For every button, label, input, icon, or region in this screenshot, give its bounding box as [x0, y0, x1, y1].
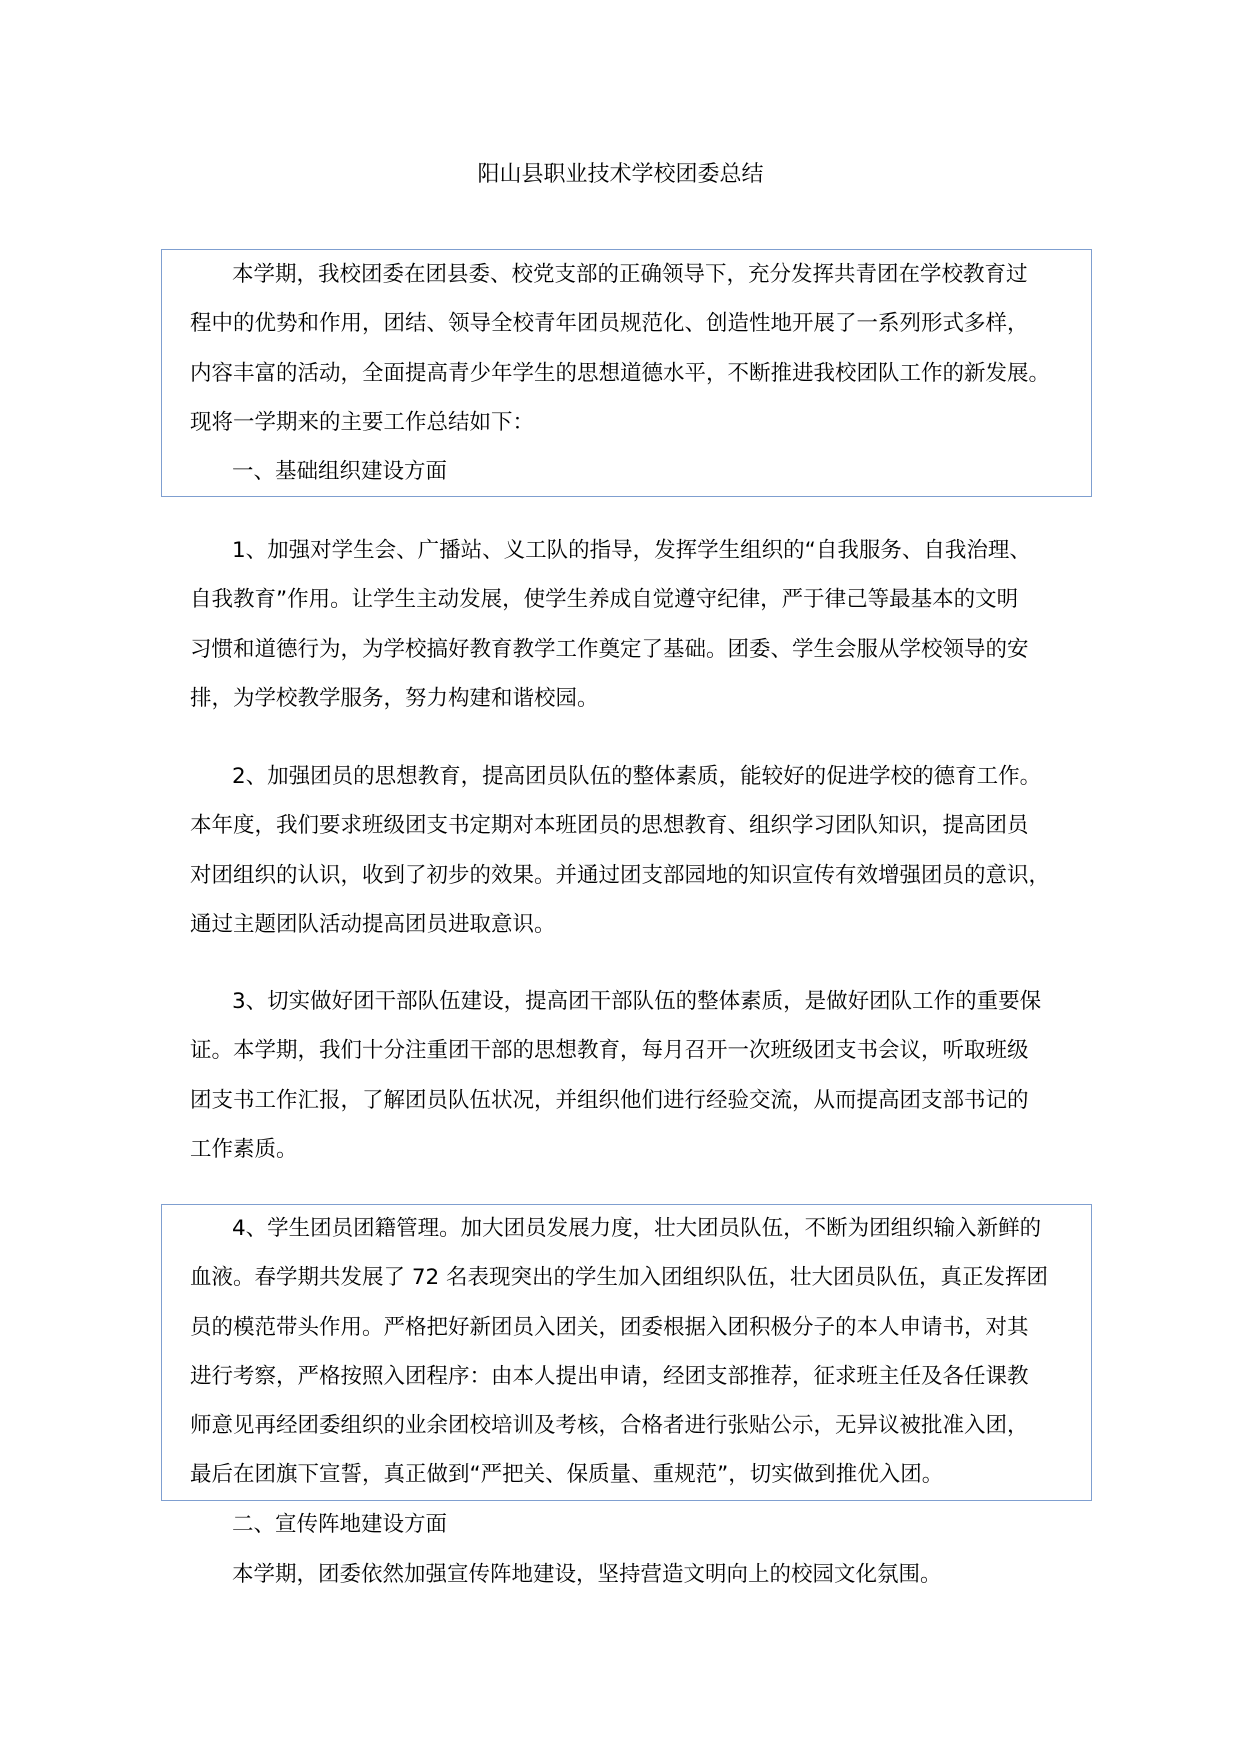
text-line: 团支书工作汇报，了解团员队伍状况，并组织他们进行经验交流，从而提高团支部书记的	[190, 1087, 1029, 1113]
paragraph-intro	[190, 250, 1070, 496]
text-line: 一、基础组织建设方面	[232, 459, 448, 485]
text-line: 对团组织的认识，收到了初步的效果。并通过团支部园地的知识宣传有效增强团员的意识，	[190, 862, 1051, 888]
paragraph-section-2-body	[190, 1550, 1070, 1599]
text-line: 血液。春学期共发展了 72 名表现突出的学生加入团组织队伍，壮大团员队伍，真正发挥团	[190, 1265, 1049, 1291]
text-line: 工作素质。	[190, 1136, 298, 1162]
document-title: 阳山县职业技术学校团委总结	[477, 162, 764, 187]
text-line: 证。本学期，我们十分注重团干部的思想教育，每月召开一次班级团支书会议，听取班级	[190, 1038, 1029, 1064]
text-line: 4、学生团员团籍管理。加大团员发展力度，壮大团员队伍，不断为团组织输入新鲜的	[232, 1216, 1042, 1241]
paragraph-item-1	[190, 526, 1070, 723]
text-line: 进行考察，严格按照入团程序：由本人提出申请，经团支部推荐，征求班主任及各任课教	[190, 1363, 1029, 1389]
text-line: 内容丰富的活动，全面提高青少年学生的思想道德水平，不断推进我校团队工作的新发展。	[190, 360, 1051, 386]
text-line: 排，为学校教学服务，努力构建和谐校园。	[190, 685, 599, 711]
text-line: 通过主题团队活动提高团员进取意识。	[190, 911, 556, 937]
paragraph-section-2	[190, 1500, 1070, 1549]
text-line: 现将一学期来的主要工作总结如下：	[190, 409, 535, 435]
paragraph-item-2	[190, 752, 1070, 949]
text-line: 习惯和道德行为，为学校搞好教育教学工作奠定了基础。团委、学生会服从学校领导的安	[190, 636, 1029, 662]
paragraph-item-4	[190, 1204, 1070, 1500]
text-line: 本年度，我们要求班级团支书定期对本班团员的思想教育、组织学习团队知识，提高团员	[190, 813, 1029, 839]
text-line: 自我教育”作用。让学生主动发展，使学生养成自觉遵守纪律，严于律己等最基本的文明	[190, 587, 1019, 613]
text-line: 本学期，团委依然加强宣传阵地建设，坚持营造文明向上的校园文化氛围。	[232, 1562, 942, 1587]
text-line: 二、宣传阵地建设方面	[232, 1512, 448, 1537]
text-line: 1、加强对学生会、广播站、义工队的指导，发挥学生组织的“自我服务、自我治理、	[232, 538, 1031, 563]
text-line: 最后在团旗下宣誓，真正做到“严把关、保质量、重规范”，切实做到推优入团。	[190, 1462, 944, 1488]
text-line: 3、切实做好团干部队伍建设，提高团干部队伍的整体素质，是做好团队工作的重要保	[232, 989, 1042, 1014]
text-line: 师意见再经团委组织的业余团校培训及考核，合格者进行张贴公示，无异议被批准入团，	[190, 1413, 1029, 1439]
text-line: 2、加强团员的思想教育，提高团员队伍的整体素质，能较好的促进学校的德育工作。	[232, 764, 1042, 789]
text-line: 员的模范带头作用。严格把好新团员入团关，团委根据入团积极分子的本人申请书，对其	[190, 1314, 1029, 1340]
text-line: 本学期，我校团委在团县委、校党支部的正确领导下，充分发挥共青团在学校教育过	[232, 262, 1028, 287]
paragraph-item-3	[190, 977, 1070, 1174]
text-line: 程中的优势和作用，团结、领导全校青年团员规范化、创造性地开展了一系列形式多样，	[190, 311, 1029, 337]
